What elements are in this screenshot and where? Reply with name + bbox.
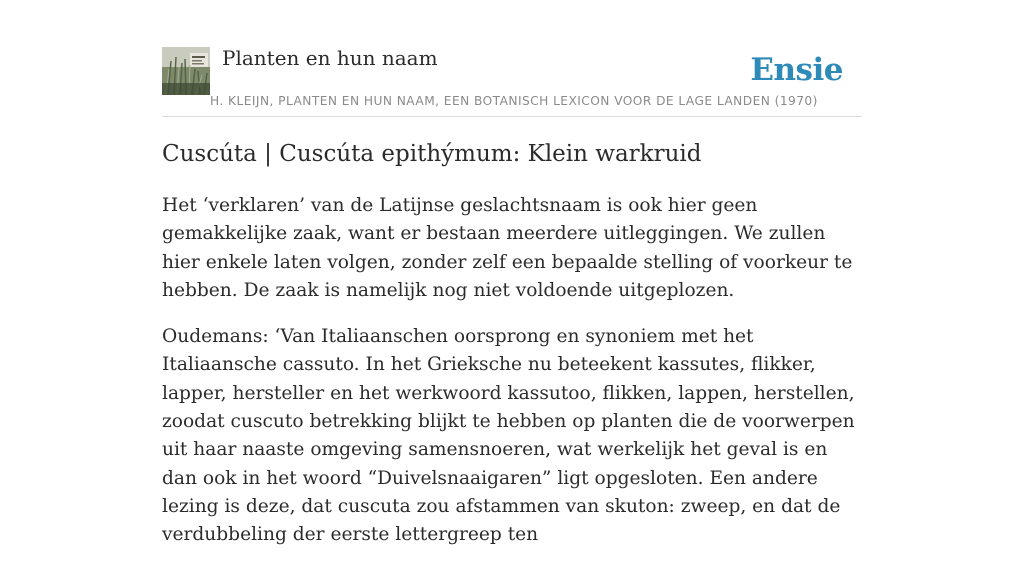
body-paragraph: Oudemans: ‘Van Italiaanschen oorsprong en synoniem met het Italiaansche cassuto. In het Grieksche nu beteekent kassutes, flikker, lapper, hersteller en het werkwoord kassutoo, flikken, lappen, herstellen, zoodat cuscuto betrekking blijkt te hebben op planten die de voorwerpen uit haar naaste omgeving samensnoeren, wat werkelijk het geval is en dan ook in het woord “Duivelsnaaigaren” ligt opgesloten. Een andere lezing is deze, dat cuscuta zou afstammen van skuton: zweep, en dat de verdubbeling der eerste lettergreep ten: [162, 326, 855, 546]
book-title[interactable]: Planten en hun naam: [222, 46, 438, 70]
entry-body: [162, 192, 862, 568]
body-paragraph: Het ‘verklaren’ van de Latijnse geslachtsnaam is ook hier geen gemakkelijke zaak, want er bestaan meerdere uitleggingen. We zullen hier enkele laten volgen, zonder zelf een bepaalde stelling of voorkeur te hebben. De zaak is namelijk nog niet voldoende uitgeplozen.: [162, 195, 853, 301]
header: [162, 0, 862, 117]
book-cover-icon[interactable]: [162, 47, 210, 95]
ensie-logo[interactable]: Ensie: [750, 52, 843, 88]
source-citation: H. KLEIJN, PLANTEN EN HUN NAAM, EEN BOTANISCH LEXICON VOOR DE LAGE LANDEN (1970): [210, 94, 818, 108]
entry-title: Cuscúta | Cuscúta epithýmum: Klein warkruid: [162, 141, 702, 167]
page: [162, 0, 862, 546]
